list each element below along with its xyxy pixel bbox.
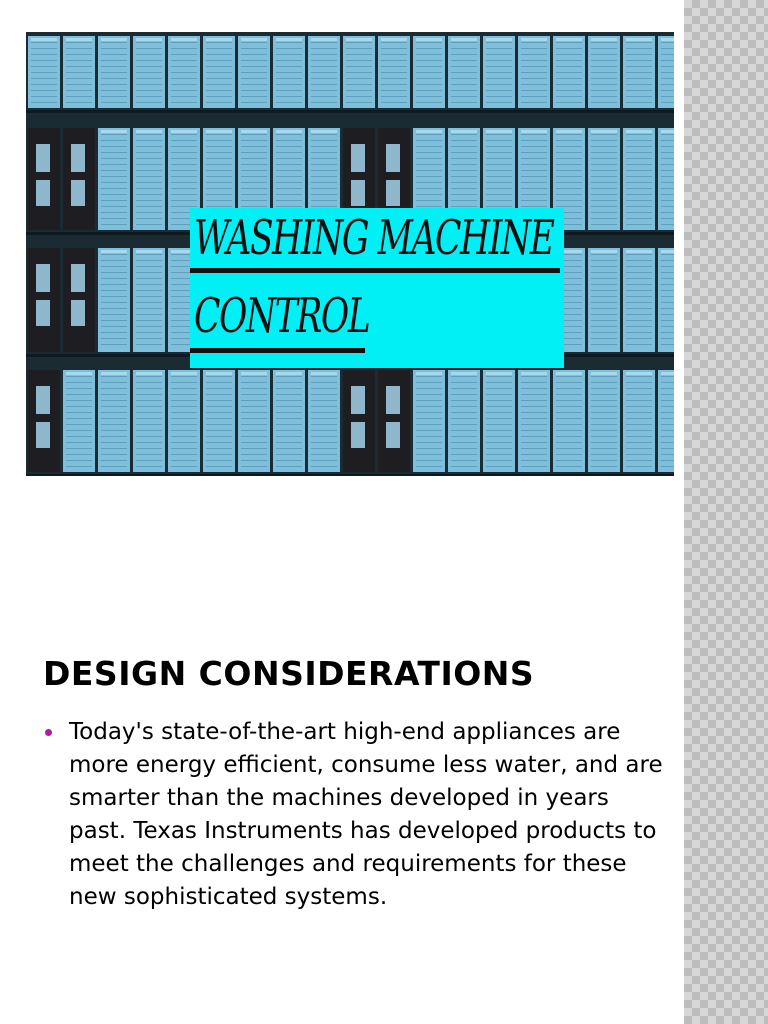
- hero-title-line-1: WASHING MACHINE: [194, 210, 554, 266]
- hero-title-line-2: CONTROL: [194, 288, 370, 344]
- bullet-list: [43, 716, 663, 914]
- slide-heading: DESIGN CONSIDERATIONS: [43, 654, 535, 693]
- bullet-text: Today's state-of-the-art high-end appliances are more energy efficient, consume less water, and are smarter than the machines developed in years past. Texas Instruments has developed products to meet the challenges and requirements for these new sophisticated systems.: [69, 719, 663, 910]
- hero-title-overlay: [190, 208, 564, 368]
- bullet-dot-icon: [45, 729, 52, 736]
- bullet-item: [43, 716, 663, 914]
- hero-title-underline-2: [190, 348, 365, 353]
- hero-image: [26, 32, 674, 476]
- decorative-side-pattern: [684, 0, 768, 1024]
- hero-title-underline-1: [190, 268, 560, 273]
